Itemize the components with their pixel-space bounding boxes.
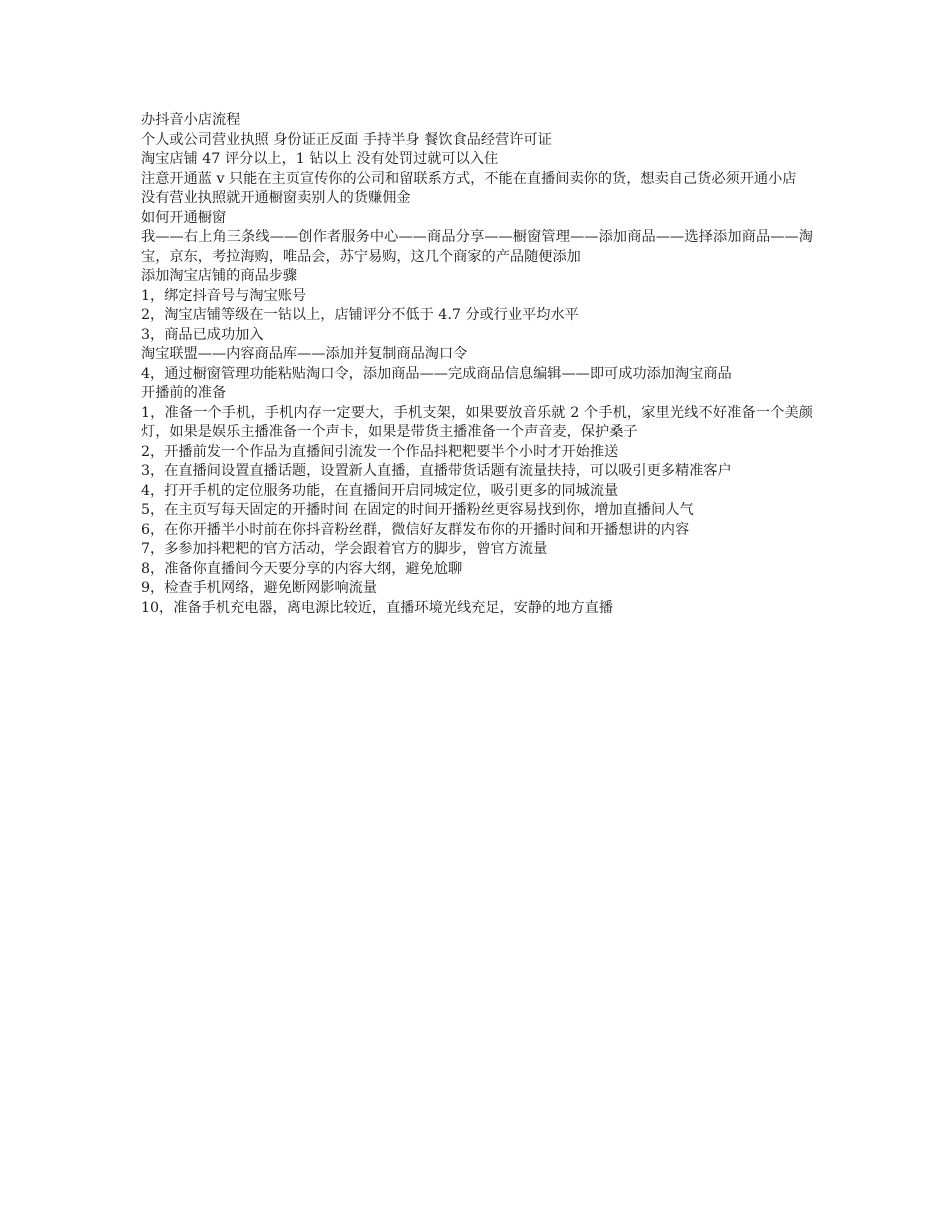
section-heading: 开播前的准备 xyxy=(141,385,227,401)
text-line: 淘宝店铺 47 评分以上，1 钻以上 没有处罚过就可以入住 xyxy=(141,151,499,167)
list-item: 8，准备你直播间今天要分享的内容大纲，避免尬聊 xyxy=(141,560,463,577)
text-line: 个人或公司营业执照 身份证正反面 手持半身 餐饮食品经营许可证 xyxy=(141,131,552,148)
list-item: 2，开播前发一个作品为直播间引流发一个作品抖粑粑要半个小时才开始推送 xyxy=(141,443,619,460)
text-line: 我——右上角三条线——创作者服务中心——商品分享——橱窗管理——添加商品——选择添加商品——淘宝，京东，考拉海购，唯品会，苏宁易购，这几个商家的产品随便添加 xyxy=(141,229,813,265)
list-item: 4，通过橱窗管理功能粘贴淘口令，添加商品——完成商品信息编辑——即可成功添加淘宝商品 xyxy=(141,365,732,382)
list-item: 4，打开手机的定位服务功能，在直播间开启同城定位，吸引更多的同城流量 xyxy=(141,482,619,499)
list-item: 7，多参加抖粑粑的官方活动，学会跟着官方的脚步，曾官方流量 xyxy=(141,541,548,557)
text-line: 注意开通蓝 v 只能在主页宣传你的公司和留联系方式，不能在直播间卖你的货，想卖自己货必须开通小店 xyxy=(141,170,797,187)
list-item: 3，在直播间设置直播话题，设置新人直播，直播带货话题有流量扶持，可以吸引更多精准客户 xyxy=(141,463,732,479)
section-heading: 添加淘宝店铺的商品步骤 xyxy=(141,268,298,284)
list-item: 3，商品已成功加入 xyxy=(141,326,264,343)
list-item: 9，检查手机网络，避免断网影响流量 xyxy=(141,580,378,596)
list-item: 6，在你开播半小时前在你抖音粉丝群，微信好友群发布你的开播时间和开播想讲的内容 xyxy=(141,521,690,538)
section-heading: 如何开通橱窗 xyxy=(141,209,227,226)
list-item: 5，在主页写每天固定的开播时间 在固定的时间开播粉丝更容易找到你，增加直播间人气 xyxy=(141,502,694,518)
list-item: 10，准备手机充电器，离电源比较近，直播环境光线充足，安静的地方直播 xyxy=(141,599,614,616)
document-body xyxy=(141,111,813,618)
document-title: 办抖音小店流程 xyxy=(141,112,241,128)
text-line: 没有营业执照就开通橱窗卖别人的货赚佣金 xyxy=(141,190,411,206)
text-line: 淘宝联盟——内容商品库——添加并复制商品淘口令 xyxy=(141,346,468,362)
list-item: 2，淘宝店铺等级在一钻以上，店铺评分不低于 4.7 分或行业平均水平 xyxy=(141,307,579,323)
list-item: 1，绑定抖音号与淘宝账号 xyxy=(141,287,307,304)
list-item: 1，准备一个手机，手机内存一定要大，手机支架，如果要放音乐就 2 个手机，家里光线不好准备一个美颜灯，如果是娱乐主播准备一个声卡，如果是带货主播准备一个声音麦，保护桑子 xyxy=(141,404,813,440)
